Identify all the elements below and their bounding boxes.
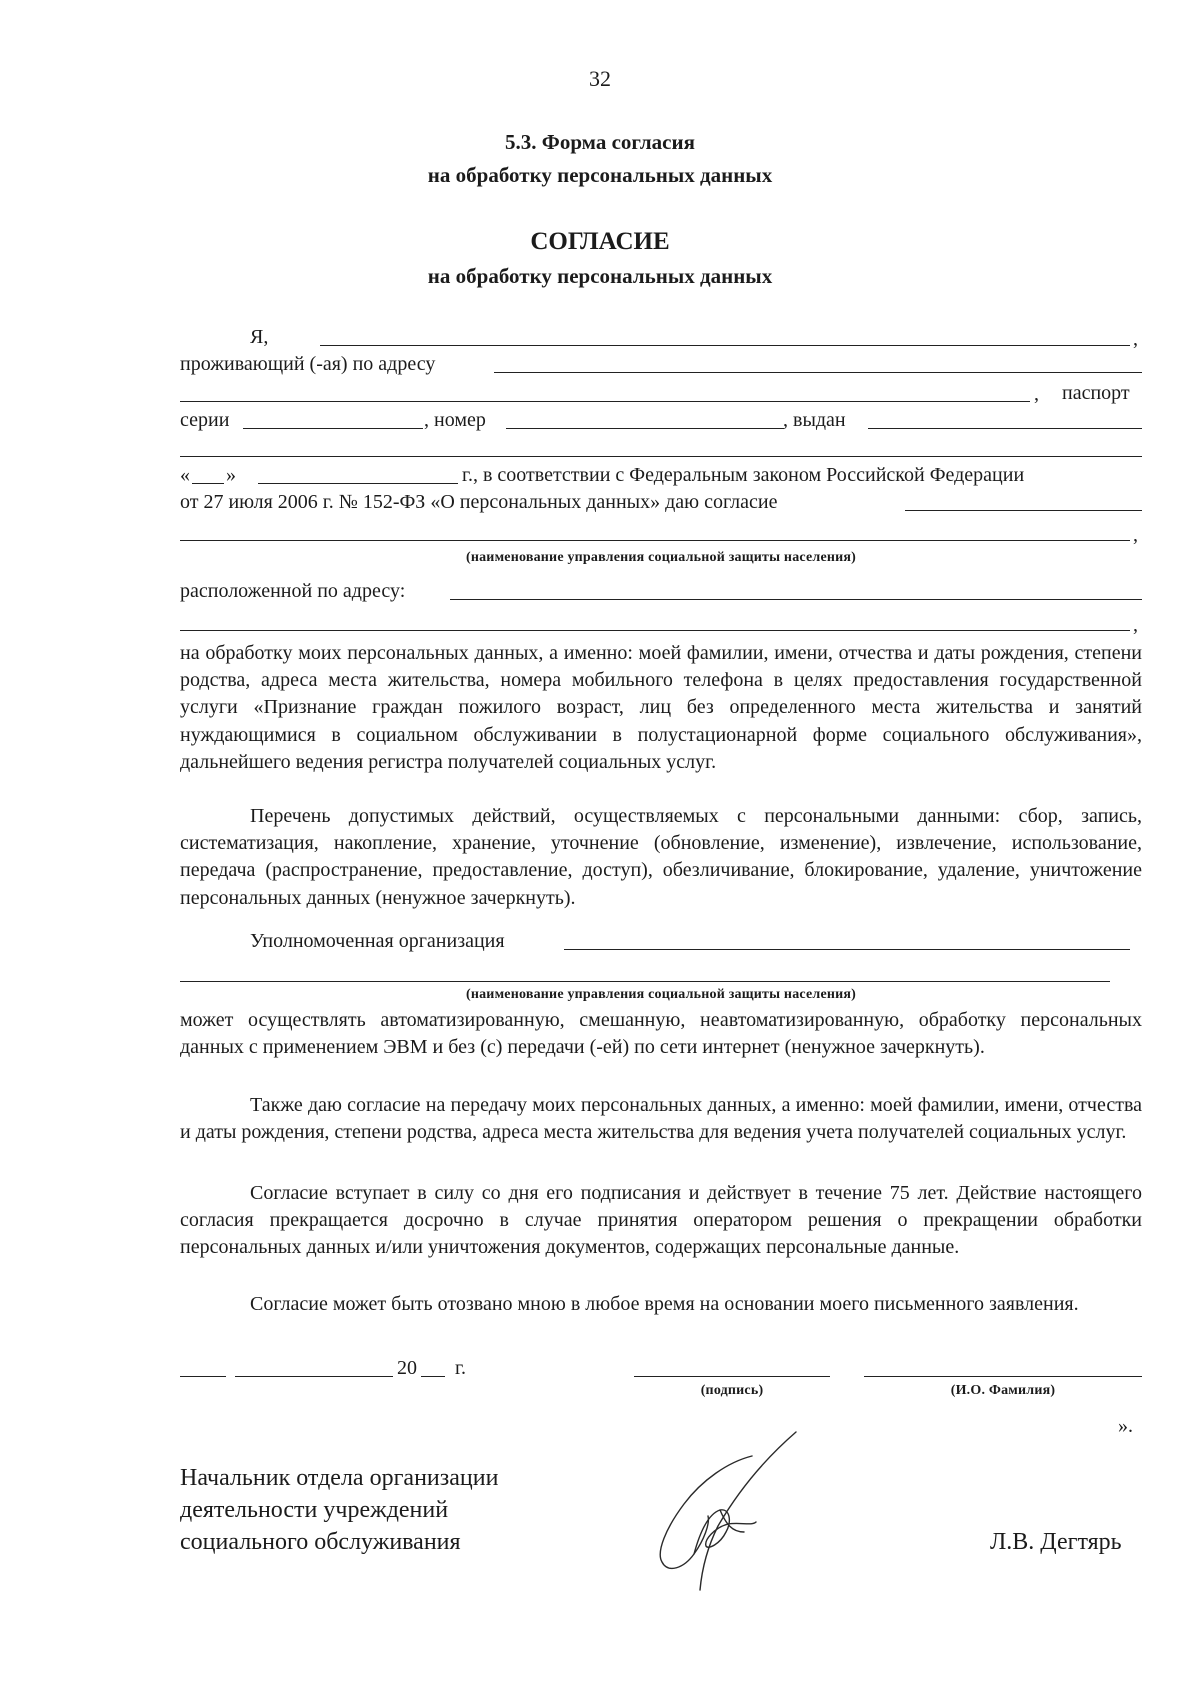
- field-organization-address-cont[interactable]: [180, 630, 1130, 631]
- comma: ,: [1133, 524, 1138, 546]
- field-authorized-org-cont[interactable]: [180, 981, 1110, 982]
- label-located: расположенной по адресу:: [180, 580, 406, 602]
- label-year-prefix: 20: [397, 1357, 417, 1379]
- comma: ,: [1034, 383, 1039, 405]
- paragraph-processing: [180, 1007, 1142, 1061]
- comma: ,: [1133, 614, 1138, 636]
- field-living-address-cont[interactable]: [180, 401, 1030, 402]
- paragraph-purpose-text: на обработку моих персональных данных, а именно: моей фамилии, имени, отчества и даты рождения, степени родства, адреса места жительства, номера мобильного телефона в целях предоставления государственной услуги «Признание граждан пожилого возраст, лиц без определенного места жительства и занятий нуждающимися в социальном обслуживании в полустационарной форме социального обслуживания», дальнейшего ведения регистра получателей социальных услуг.: [180, 642, 1142, 773]
- comma: ,: [1133, 328, 1138, 350]
- label-passport: паспорт: [1062, 382, 1130, 404]
- field-organization-name[interactable]: [180, 540, 1130, 541]
- paragraph-transfer-text: Также даю согласие на передачу моих персональных данных, а именно: моей фамилии, имени, отчества и даты рождения, степени родства, адреса места жительства для ведения учета получателей социальных услуг.: [180, 1094, 1142, 1144]
- law-text: от 27 июля 2006 г. № 152-ФЗ «О персональных данных» даю согласие: [180, 491, 778, 513]
- closing-quote: ».: [1118, 1415, 1133, 1437]
- field-passport-issued-cont[interactable]: [180, 456, 1142, 457]
- page-number: 32: [589, 66, 611, 91]
- caption-organization-2: (наименование управления социальной защиты населения): [465, 987, 857, 1002]
- caption-organization: (наименование управления социальной защиты населения): [465, 550, 857, 565]
- paragraph-processing-text: может осуществлять автоматизированную, смешанную, неавтоматизированную, обработку персональных данных с применением ЭВМ и без (с) передачи (-ей) по сети интернет (ненужное зачеркнуть).: [180, 1009, 1142, 1059]
- label-authorized-org: Уполномоченная организация: [250, 930, 505, 952]
- caption-printed-name: (И.О. Фамилия): [950, 1383, 1056, 1398]
- paragraph-validity-text: Согласие вступает в силу со дня его подписания и действует в течение 75 лет. Действие настоящего согласия прекращается досрочно в случае принятия оператором решения о прекращении обработки персональных данных и/или уничтожения документов, содержащих персональные данные.: [180, 1182, 1142, 1259]
- caption-signature: (подпись): [700, 1383, 764, 1398]
- field-passport-series[interactable]: [243, 428, 423, 429]
- accordance-text: г., в соответствии с Федеральным законом Российской Федерации: [462, 464, 1025, 486]
- paragraph-revocation: [180, 1291, 1142, 1318]
- field-living-address[interactable]: [494, 372, 1142, 373]
- paragraph-actions: [180, 803, 1142, 912]
- label-issued: , выдан: [783, 409, 846, 431]
- field-date-day[interactable]: [192, 483, 224, 484]
- label-series: серии: [180, 409, 230, 431]
- label-year-suffix: г.: [455, 1357, 466, 1379]
- paragraph-actions-text: Перечень допустимых действий, осуществляемых с персональными данными: сбор, запись, систематизация, накопление, хранение, уточнение (обновление, изменение), извлечение, использование, передача (распространение, предоставление, доступ), обезличивание, блокирование, удаление, уничтожение персональных данных (ненужное зачеркнуть).: [180, 805, 1142, 909]
- signer-position-line1: Начальник отдела организации: [180, 1465, 499, 1491]
- section-subtitle: на обработку персональных данных: [427, 163, 773, 187]
- field-date-month[interactable]: [258, 483, 458, 484]
- field-signature[interactable]: [634, 1376, 830, 1377]
- field-printed-name[interactable]: [864, 1376, 1142, 1377]
- paragraph-validity: [180, 1180, 1142, 1262]
- date-open-quote: «: [180, 464, 190, 486]
- field-sign-month[interactable]: [235, 1376, 393, 1377]
- field-consent-to[interactable]: [905, 510, 1142, 511]
- paragraph-purpose: [180, 640, 1142, 776]
- paragraph-transfer: [180, 1092, 1142, 1146]
- section-title: 5.3. Форма согласия: [505, 130, 695, 154]
- field-passport-number[interactable]: [506, 428, 784, 429]
- field-full-name[interactable]: [320, 345, 1130, 346]
- signer-name: Л.В. Дегтярь: [990, 1529, 1122, 1555]
- label-number: , номер: [424, 409, 486, 431]
- paragraph-revocation-text: Согласие может быть отозвано мною в любое время на основании моего письменного заявления.: [250, 1293, 1079, 1315]
- label-living-address: проживающий (-ая) по адресу: [180, 353, 436, 375]
- handwritten-signature: [648, 1428, 808, 1594]
- signer-position-line2: деятельности учреждений: [180, 1497, 449, 1523]
- field-organization-address[interactable]: [450, 599, 1142, 600]
- signer-position-line3: социального обслуживания: [180, 1529, 461, 1555]
- date-close-quote: »: [226, 464, 236, 486]
- document-title: СОГЛАСИЕ: [530, 228, 670, 255]
- field-authorized-org[interactable]: [564, 949, 1130, 950]
- label-ya: Я,: [250, 326, 269, 348]
- field-passport-issued[interactable]: [868, 428, 1142, 429]
- document-subtitle: на обработку персональных данных: [427, 264, 773, 288]
- field-sign-year[interactable]: [421, 1376, 445, 1377]
- field-sign-day[interactable]: [180, 1376, 226, 1377]
